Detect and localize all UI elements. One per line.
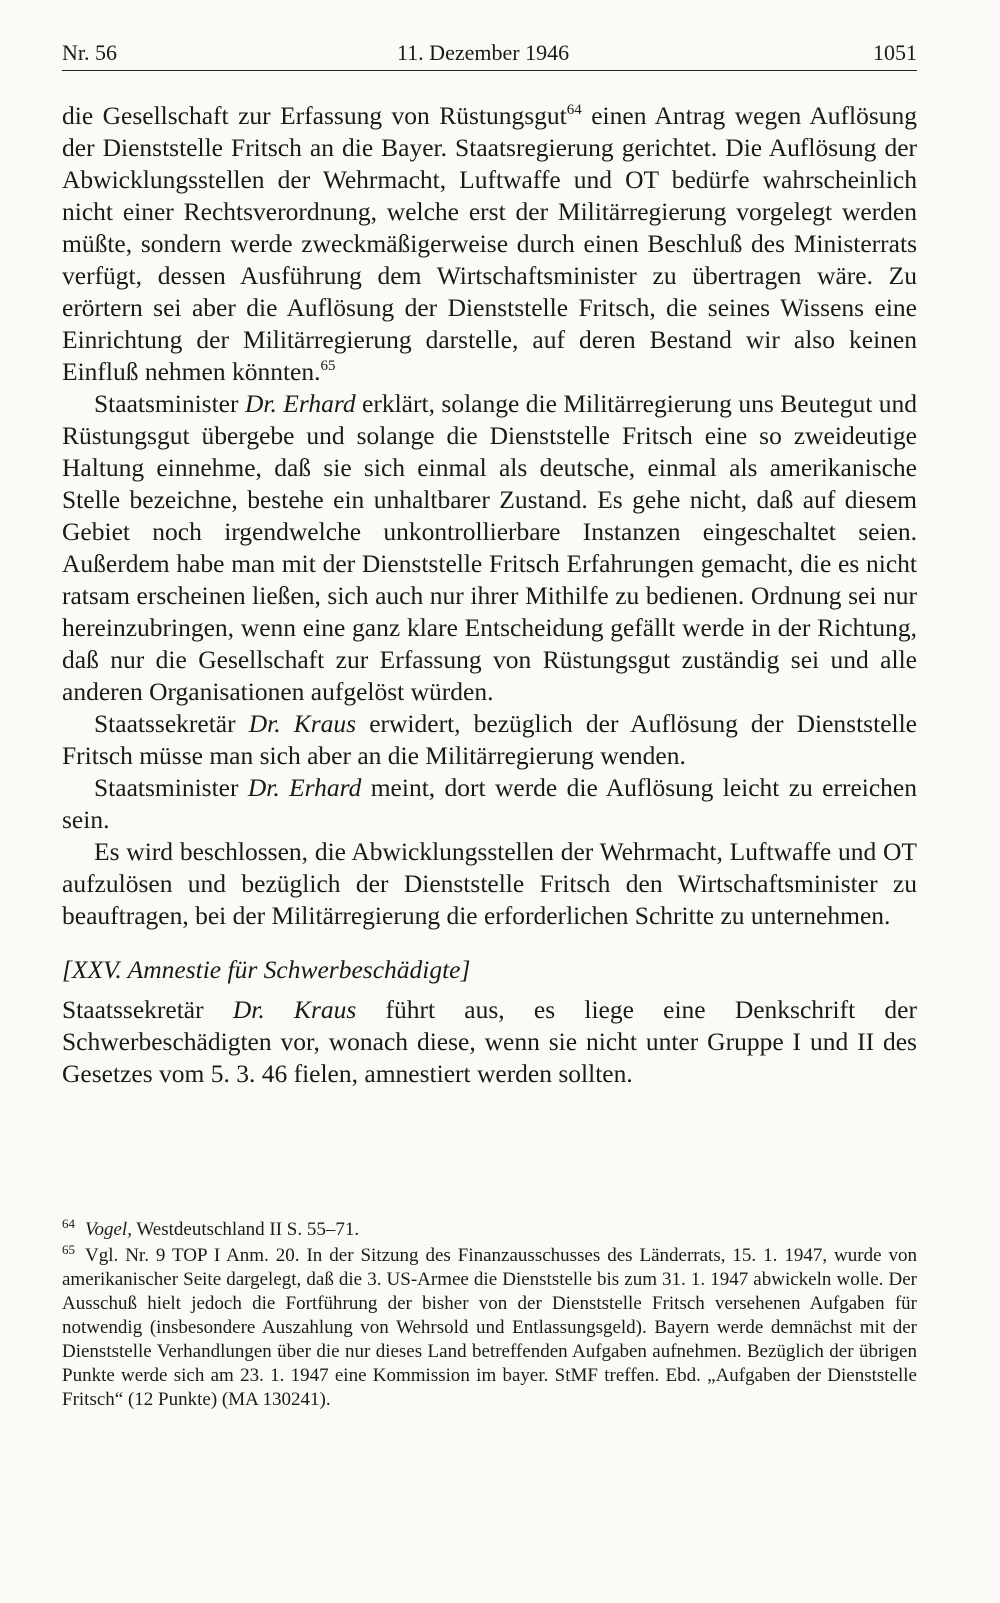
speaker-name: Dr. Erhard xyxy=(244,389,356,418)
footnote-64: $^{64}$ Vogel, Westdeutschland II S. 55–71. xyxy=(62,1216,360,1240)
paragraph-5: Es wird beschlossen, die Abwicklungsstellen der Wehrmacht, Luftwaffe und OT aufzulösen und bezüglich der Dienststelle Fritsch den Wirtschaftsminister zu beauftragen, bei der Militärregierung die erforderlichen Schritte zu unternehmen. xyxy=(62,837,917,930)
running-header xyxy=(62,36,917,71)
issue-number: Nr. 56 xyxy=(62,40,117,65)
section-heading: [XXV. Amnestie für Schwerbeschädigte] xyxy=(62,955,471,984)
paragraph-4: Staatsminister Dr. Erhard meint, dort werde die Auflösung leicht zu erreichen sein. xyxy=(62,773,917,834)
footnote-ref-64[interactable]: 64 xyxy=(566,102,582,118)
footnote-65: $^{65}$ Vgl. Nr. 9 TOP I Anm. 20. In der Sitzung des Finanzausschusses des Länderrats, 15. 1. 1947, wurde von amerikanischer Seite dargelegt, daß die 3. US-Armee die Dienststelle bis zum 31. 1. 1947 abwickeln wolle. Der Ausschuß hielt jedoch die Fortführung der bisher von der Dienststelle Fritsch versehenen Aufgaben für notwendig (insbesondere Auszahlung von Wehrsold und Entlassungsgeld). Bayern werde demnächst mit der Dienststelle Verhandlungen über die nur dieses Land betreffenden Aufgaben aufnehmen. Bezüglich der übrigen Punkte werde sich am 23. 1. 1947 eine Kommission im bayer. StMF treffen. Ebd. „Aufgaben der Dienststelle Fritsch“ (12 Punkte) (MA 130241). xyxy=(62,1242,917,1410)
footnotes xyxy=(62,1218,917,1414)
header-date: 11. Dezember 1946 xyxy=(397,40,570,65)
paragraph-3: Staatssekretär Dr. Kraus erwidert, bezüglich der Auflösung der Dienststelle Fritsch müsse man sich aber an die Militärregierung wenden. xyxy=(62,709,917,770)
paragraph-2: Staatsminister Dr. Erhard erklärt, solange die Militärregierung uns Beutegut und Rüstungsgut übergebe und solange die Dienststelle Fritsch eine so zweideutige Haltung einnehme, daß sie sich einmal als deutsche, einmal als amerikanische Stelle bezeichne, bestehe ein unhaltbarer Zustand. Es gehe nicht, daß auf diesem Gebiet noch irgendwelche unkontrollierbare Instanzen eingeschaltet seien. Außerdem habe man mit der Dienststelle Fritsch Erfahrungen gemacht, die es nicht ratsam erscheinen ließen, sich auch nur ihrer Mithilfe zu bedienen. Ordnung sei nur hereinzubringen, wenn eine ganz klare Entscheidung gefällt werde in der Richtung, daß nur die Gesellschaft zur Erfassung von Rüstungsgut zuständig sei und alle anderen Organisationen aufgelöst würden. xyxy=(62,389,918,706)
speaker-name: Dr. Erhard xyxy=(247,773,362,802)
speaker-name: Dr. Kraus xyxy=(232,995,357,1024)
paragraph-6: Staatssekretär Dr. Kraus führt aus, es liege eine Denkschrift der Schwerbeschädigten vor, wonach diese, wenn sie nicht unter Gruppe I und II des Gesetzes vom 5. 3. 46 fielen, amnestiert werden sollten. xyxy=(62,995,917,1088)
main-text xyxy=(62,100,917,1090)
footnote-ref-65[interactable]: 65 xyxy=(320,358,336,374)
paragraph-1: die Gesellschaft zur Erfassung von Rüstungsgut$^{64}$ einen Antrag wegen Auflösung der Dienststelle Fritsch an die Bayer. Staatsregierung gerichtet. Die Auflösung der Abwicklungsstellen der Wehrmacht, Luftwaffe und OT bedürfe wahrscheinlich nicht einer Rechtsverordnung, welche erst der Militärregierung vorgelegt werden müßte, sondern werde zweckmäßigerweise durch einen Beschluß des Ministerrats verfügt, dessen Ausführung dem Wirtschaftsminister zu übertragen wäre. Zu erörtern sei aber die Auflösung der Dienststelle Fritsch, die seines Wissens eine Einrichtung der Militärregierung darstelle, auf deren Bestand wir also keinen Einfluß nehmen könnten.$^{65}$ xyxy=(62,101,918,386)
page-number: 1051 xyxy=(873,40,917,65)
speaker-name: Dr. Kraus xyxy=(248,709,357,738)
